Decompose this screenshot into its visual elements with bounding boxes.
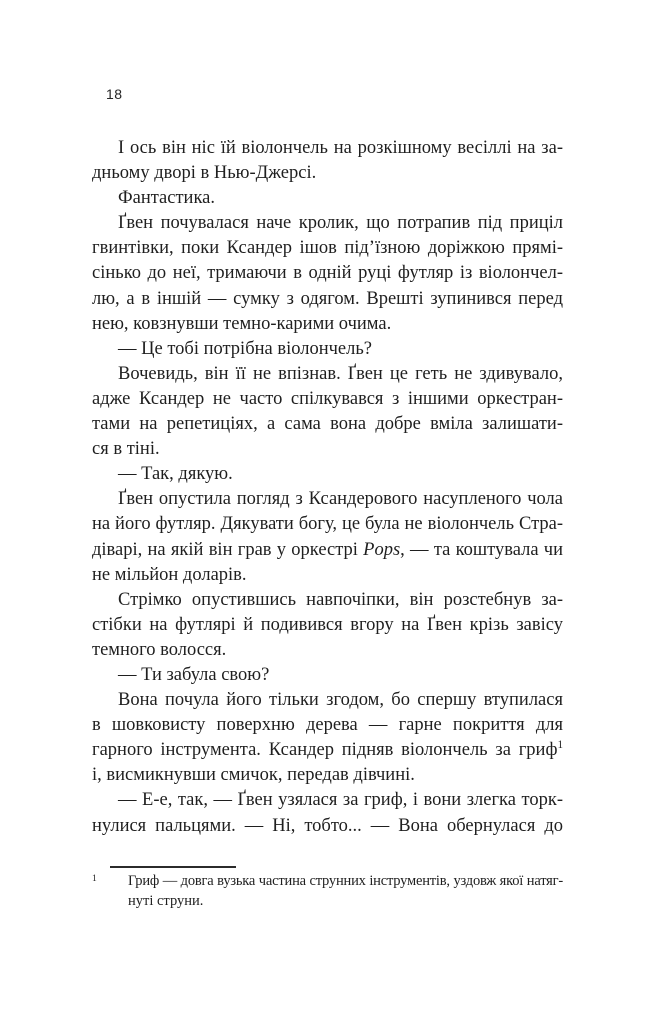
text-line bbox=[92, 236, 563, 261]
text-line bbox=[92, 613, 563, 638]
text-segment: темного волосся. bbox=[92, 639, 227, 660]
text-segment: дньому дворі в Нью-Джерсі. bbox=[92, 163, 317, 184]
text-segment: 1 bbox=[557, 739, 563, 752]
text-segment: нею, ковзнувши темно-карими очима. bbox=[92, 313, 392, 334]
footnote-line bbox=[128, 871, 563, 891]
text-segment: Фантастика. bbox=[118, 188, 215, 209]
text-line bbox=[92, 512, 563, 537]
text-line bbox=[92, 487, 563, 512]
text-segment: Стрімко опустившись навпочіпки, він розстебнув за- bbox=[118, 589, 563, 610]
text-line bbox=[92, 312, 563, 337]
text-line bbox=[92, 538, 563, 563]
text-segment: сінько до неї, тримаючи в одній руці футляр із віолончел- bbox=[92, 263, 563, 284]
text-line bbox=[92, 713, 563, 738]
text-segment: не мільйон доларів. bbox=[92, 564, 247, 585]
text-segment: стібки на футлярі й подивився вгору на Ґвен крізь завісу bbox=[92, 614, 563, 635]
text-segment: нуті струни. bbox=[128, 893, 204, 909]
text-line bbox=[92, 588, 563, 613]
body-text bbox=[92, 136, 563, 839]
page-number: 18 bbox=[106, 86, 123, 102]
text-segment: Ґвен опустила погляд з Ксандерового насупленого чола bbox=[118, 489, 563, 510]
text-line bbox=[92, 387, 563, 412]
text-line bbox=[92, 287, 563, 312]
text-segment: Вона почула його тільки згодом, бо спершу втупилася bbox=[118, 690, 563, 711]
text-segment: адже Ксандер не часто спілкувався з іншими оркестран- bbox=[92, 388, 563, 409]
text-segment: Гриф — довга вузька частина струнних інструментів, уздовж якої натяг- bbox=[128, 873, 563, 889]
text-segment: І ось він ніс їй віолончель на розкішному весіллі на за- bbox=[118, 138, 563, 158]
text-segment: Вочевидь, він її не впізнав. Ґвен це геть не здивувало, bbox=[118, 363, 563, 384]
text-line bbox=[92, 211, 563, 236]
footnote bbox=[128, 871, 563, 911]
text-line bbox=[92, 186, 563, 211]
text-line bbox=[92, 688, 563, 713]
text-segment: і, висмикнувши смичок, передав дівчині. bbox=[92, 765, 415, 786]
footnote-marker: 1 bbox=[92, 874, 97, 884]
text-segment: діварі, на якій він грав у оркестрі bbox=[92, 539, 364, 560]
text-line bbox=[92, 337, 563, 362]
text-segment: — Е-е, так, — Ґвен узялася за гриф, і вони злегка торк- bbox=[118, 790, 563, 811]
text-segment: , — та коштувала чи bbox=[400, 539, 563, 560]
text-segment: ся в тіні. bbox=[92, 439, 160, 460]
footnote-rule bbox=[110, 866, 236, 868]
text-line bbox=[92, 362, 563, 387]
text-segment: — Ти забула свою? bbox=[118, 664, 270, 685]
text-line bbox=[92, 563, 563, 588]
text-line bbox=[92, 412, 563, 437]
text-segment: нулися пальцями. — Ні, тобто... — Вона обернулася до bbox=[92, 815, 563, 836]
text-line bbox=[92, 788, 563, 813]
text-segment: — Так, дякую. bbox=[118, 464, 233, 485]
text-line bbox=[92, 738, 563, 763]
text-segment: Ґвен почувалася наче кролик, що потрапив під приціл bbox=[118, 213, 563, 234]
text-line bbox=[92, 161, 563, 186]
text-line bbox=[92, 462, 563, 487]
text-segment: в шовковисту поверхню дерева — гарне покриття для bbox=[92, 715, 563, 736]
text-segment: Pops bbox=[363, 539, 401, 560]
text-line bbox=[92, 814, 563, 839]
text-segment: лю, а в іншій — сумку з одягом. Врешті зупинився перед bbox=[92, 288, 563, 309]
text-segment: гарного інструмента. Ксандер підняв віолончель за гриф bbox=[92, 740, 558, 761]
text-line bbox=[92, 261, 563, 286]
text-line bbox=[92, 663, 563, 688]
text-segment: — Це тобі потрібна віолончель? bbox=[118, 338, 373, 359]
text-segment: на його футляр. Дякувати богу, це була не віолончель Стра- bbox=[92, 514, 563, 535]
text-line bbox=[92, 136, 563, 161]
text-segment: тами на репетиціях, а сама вона добре вміла залишати- bbox=[92, 414, 563, 435]
text-line bbox=[92, 638, 563, 663]
text-segment: гвинтівки, поки Ксандер ішов під’їзною доріжкою прямі- bbox=[92, 238, 563, 259]
text-line bbox=[92, 437, 563, 462]
footnote-line bbox=[128, 891, 563, 911]
text-line bbox=[92, 763, 563, 788]
